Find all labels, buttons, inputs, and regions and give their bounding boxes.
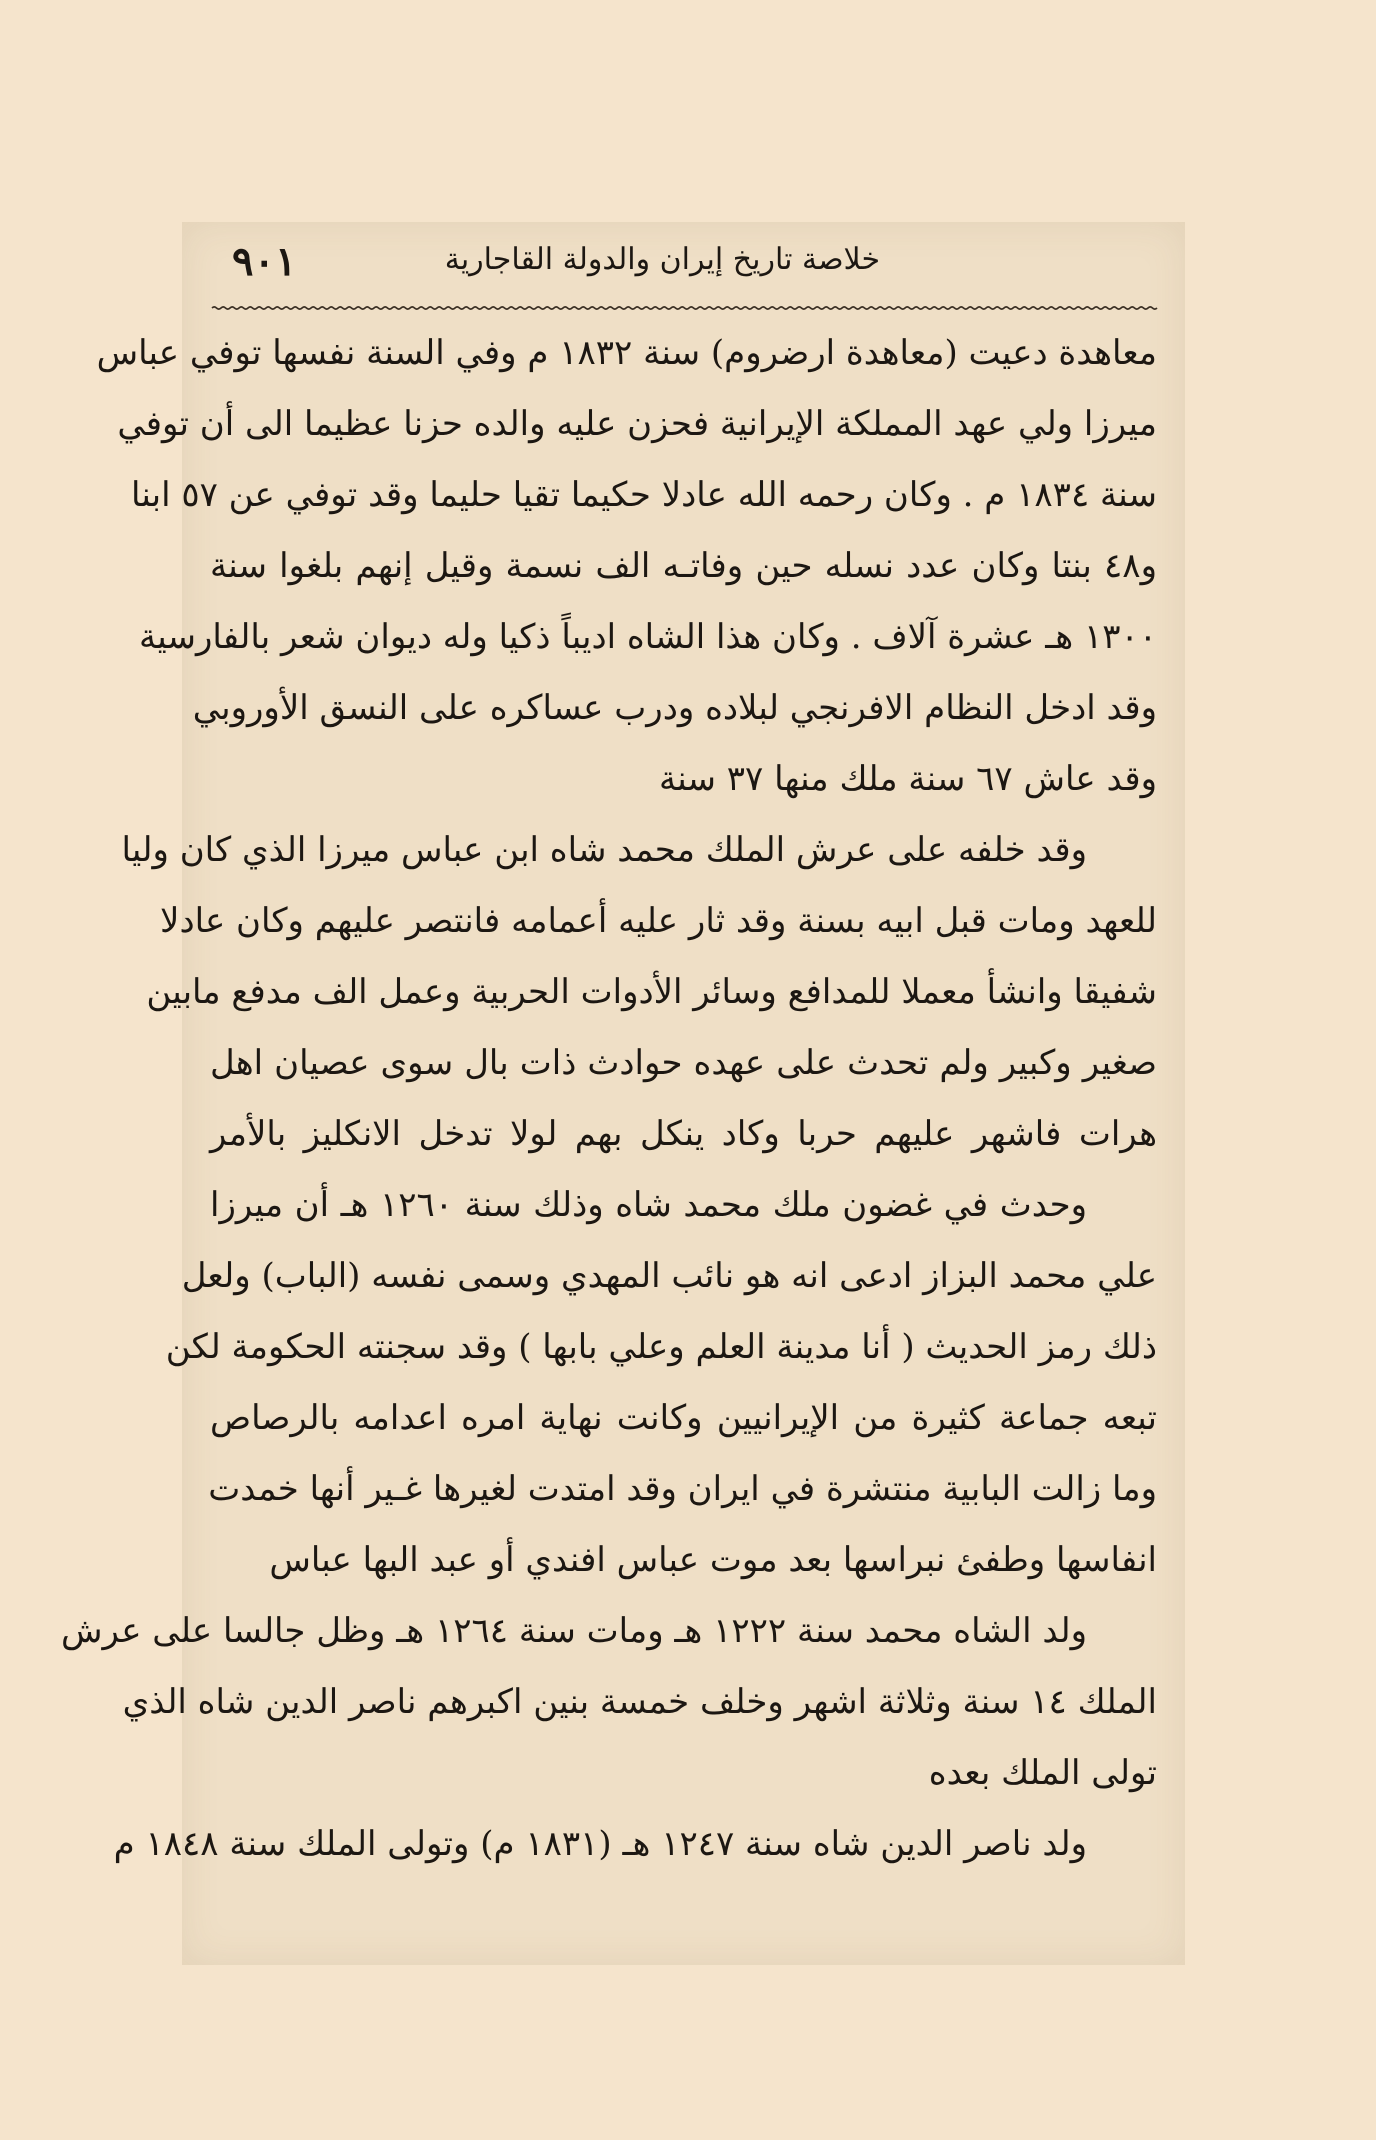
text-line: وقد ادخل النظام الافرنجي لبلاده ودرب عساكره على النسق الأوروبي — [192, 688, 1157, 728]
text-line: هرات فاشهر عليهم حربا وكاد ينكل بهم لولا تدخل الانكليز بالأمر — [210, 1114, 1157, 1154]
body-text — [60, 318, 1157, 1880]
text-line: وقد عاش ٦٧ سنة ملك منها ٣٧ سنة — [659, 759, 1157, 799]
text-line: علي محمد البزاز ادعى انه هو نائب المهدي وسمى نفسه (الباب) ولعل — [181, 1256, 1157, 1296]
text-line: و٤٨ بنتا وكان عدد نسله حين وفاتـه الف نسمة وقيل إنهم بلغوا سنة — [210, 546, 1157, 586]
text-line: ولد ناصر الدين شاه سنة ١٢٤٧ هـ (١٨٣١ م) وتولى الملك سنة ١٨٤٨ م — [113, 1824, 1087, 1864]
text-line: ميرزا ولي عهد المملكة الإيرانية فحزن عليه والده حزنا عظيما الى أن توفي — [117, 404, 1157, 444]
header-wavy-rule — [212, 304, 1155, 312]
text-line: تولى الملك بعده — [928, 1753, 1157, 1793]
text-line: سنة ١٨٣٤ م . وكان رحمه الله عادلا حكيما تقيا حليما وقد توفي عن ٥٧ ابنا — [130, 475, 1157, 515]
running-header — [212, 232, 1155, 302]
text-line: معاهدة دعيت (معاهدة ارضروم) سنة ١٨٣٢ م وفي السنة نفسها توفي عباس — [96, 333, 1157, 373]
text-line: صغير وكبير ولم تحدث على عهده حوادث ذات بال سوى عصيان اهل — [210, 1043, 1157, 1083]
text-line: انفاسها وطفئ نبراسها بعد موت عباس افندي أو عبد البها عباس — [269, 1540, 1157, 1580]
page-number: ٩٠١ — [232, 238, 297, 285]
text-line: وما زالت البابية منتشرة في ايران وقد امتدت لغيرها غـير أنها خمدت — [208, 1469, 1157, 1509]
text-line: وحدث في غضون ملك محمد شاه وذلك سنة ١٢٦٠ هـ أن ميرزا — [210, 1185, 1088, 1225]
text-line: ١٣٠٠ هـ عشرة آلاف . وكان هذا الشاه اديباً ذكيا وله ديوان شعر بالفارسية — [139, 617, 1157, 657]
text-line: الملك ١٤ سنة وثلاثة اشهر وخلف خمسة بنين اكبرهم ناصر الدين شاه الذي — [122, 1682, 1157, 1722]
text-line: للعهد ومات قبل ابيه بسنة وقد ثار عليه أعمامه فانتصر عليهم وكان عادلا — [160, 901, 1157, 941]
text-line: وقد خلفه على عرش الملك محمد شاه ابن عباس ميرزا الذي كان وليا — [121, 830, 1087, 870]
text-line: ذلك رمز الحديث ( أنا مدينة العلم وعلي بابها ) وقد سجنته الحكومة لكن — [165, 1327, 1157, 1367]
text-line: شفيقا وانشأ معملا للمدافع وسائر الأدوات الحربية وعمل الف مدفع مابين — [146, 972, 1157, 1012]
book-page — [60, 222, 1185, 1965]
running-title: خلاصة تاريخ إيران والدولة القاجارية — [444, 242, 880, 277]
text-line: ولد الشاه محمد سنة ١٢٢٢ هـ ومات سنة ١٢٦٤ هـ وظل جالسا على عرش — [60, 1611, 1087, 1651]
text-line: تبعه جماعة كثيرة من الإيرانيين وكانت نهاية امره اعدامه بالرصاص — [210, 1398, 1157, 1438]
